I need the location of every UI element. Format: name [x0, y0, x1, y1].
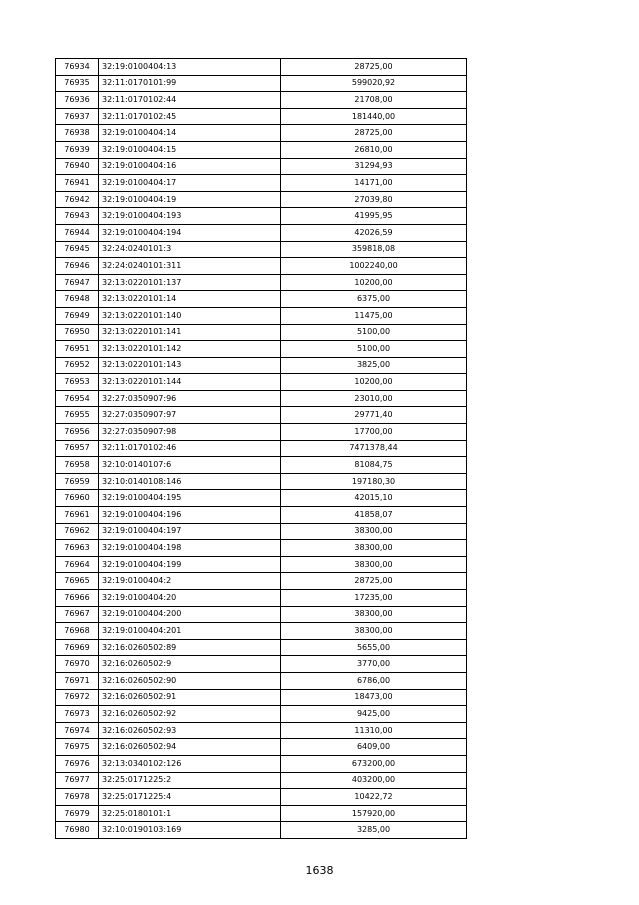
value-cell: 41858,07 [281, 507, 467, 524]
row-number-cell: 76944 [56, 224, 99, 241]
cadastral-number-cell: 32:19:0100404:13 [99, 59, 281, 76]
cadastral-number-cell: 32:13:0220101:142 [99, 341, 281, 358]
value-cell: 38300,00 [281, 606, 467, 623]
value-cell: 3770,00 [281, 656, 467, 673]
table-row [56, 92, 467, 109]
row-number-cell: 76936 [56, 92, 99, 109]
row-number-cell: 76945 [56, 241, 99, 258]
row-number-cell: 76953 [56, 374, 99, 391]
row-number-cell: 76962 [56, 523, 99, 540]
cadastral-number-cell: 32:11:0170102:44 [99, 92, 281, 109]
table-row [56, 191, 467, 208]
row-number-cell: 76950 [56, 324, 99, 341]
cadastral-number-cell: 32:11:0170101:99 [99, 75, 281, 92]
value-cell: 10422,72 [281, 789, 467, 806]
cadastral-number-cell: 32:13:0220101:140 [99, 307, 281, 324]
cadastral-number-cell: 32:19:0100404:19 [99, 191, 281, 208]
cadastral-number-cell: 32:19:0100404:196 [99, 507, 281, 524]
table-row [56, 722, 467, 739]
table-row [56, 108, 467, 125]
cadastral-number-cell: 32:10:0190103:169 [99, 822, 281, 839]
row-number-cell: 76976 [56, 755, 99, 772]
cadastral-number-cell: 32:19:0100404:193 [99, 208, 281, 225]
value-cell: 41995,95 [281, 208, 467, 225]
table-row [56, 241, 467, 258]
value-cell: 10200,00 [281, 274, 467, 291]
cadastral-number-cell: 32:27:0350907:98 [99, 424, 281, 441]
row-number-cell: 76979 [56, 805, 99, 822]
cadastral-value-table [55, 58, 467, 839]
cadastral-number-cell: 32:24:0240101:3 [99, 241, 281, 258]
row-number-cell: 76956 [56, 424, 99, 441]
cadastral-number-cell: 32:16:0260502:92 [99, 706, 281, 723]
table-row [56, 141, 467, 158]
table-row [56, 440, 467, 457]
table-body [56, 59, 467, 839]
table-row [56, 739, 467, 756]
row-number-cell: 76934 [56, 59, 99, 76]
value-cell: 42015,10 [281, 490, 467, 507]
cadastral-number-cell: 32:25:0171225:4 [99, 789, 281, 806]
row-number-cell: 76978 [56, 789, 99, 806]
cadastral-number-cell: 32:25:0180101:1 [99, 805, 281, 822]
cadastral-number-cell: 32:13:0340102:126 [99, 755, 281, 772]
row-number-cell: 76972 [56, 689, 99, 706]
row-number-cell: 76948 [56, 291, 99, 308]
value-cell: 9425,00 [281, 706, 467, 723]
row-number-cell: 76980 [56, 822, 99, 839]
table-row [56, 772, 467, 789]
table-row [56, 672, 467, 689]
row-number-cell: 76946 [56, 258, 99, 275]
table-row [56, 656, 467, 673]
cadastral-number-cell: 32:13:0220101:141 [99, 324, 281, 341]
value-cell: 6375,00 [281, 291, 467, 308]
value-cell: 11310,00 [281, 722, 467, 739]
row-number-cell: 76957 [56, 440, 99, 457]
table-row [56, 341, 467, 358]
value-cell: 7471378,44 [281, 440, 467, 457]
value-cell: 359818,08 [281, 241, 467, 258]
table-row [56, 573, 467, 590]
table-row [56, 324, 467, 341]
table-row [56, 224, 467, 241]
value-cell: 5655,00 [281, 639, 467, 656]
cadastral-number-cell: 32:13:0220101:143 [99, 357, 281, 374]
cadastral-number-cell: 32:19:0100404:2 [99, 573, 281, 590]
row-number-cell: 76937 [56, 108, 99, 125]
cadastral-number-cell: 32:19:0100404:200 [99, 606, 281, 623]
value-cell: 6409,00 [281, 739, 467, 756]
cadastral-number-cell: 32:16:0260502:9 [99, 656, 281, 673]
table-row [56, 473, 467, 490]
row-number-cell: 76970 [56, 656, 99, 673]
table-row [56, 158, 467, 175]
value-cell: 11475,00 [281, 307, 467, 324]
value-cell: 28725,00 [281, 125, 467, 142]
table-row [56, 390, 467, 407]
value-cell: 14171,00 [281, 175, 467, 192]
value-cell: 18473,00 [281, 689, 467, 706]
cadastral-number-cell: 32:27:0350907:96 [99, 390, 281, 407]
table-row [56, 125, 467, 142]
value-cell: 5100,00 [281, 341, 467, 358]
table-row [56, 59, 467, 76]
row-number-cell: 76958 [56, 457, 99, 474]
value-cell: 1002240,00 [281, 258, 467, 275]
cadastral-number-cell: 32:10:0140107:6 [99, 457, 281, 474]
table-row [56, 374, 467, 391]
table-row [56, 208, 467, 225]
table-row [56, 274, 467, 291]
row-number-cell: 76949 [56, 307, 99, 324]
value-cell: 17235,00 [281, 590, 467, 607]
cadastral-number-cell: 32:19:0100404:197 [99, 523, 281, 540]
cadastral-number-cell: 32:25:0171225:2 [99, 772, 281, 789]
row-number-cell: 76968 [56, 623, 99, 640]
cadastral-number-cell: 32:19:0100404:15 [99, 141, 281, 158]
value-cell: 81084,75 [281, 457, 467, 474]
cadastral-number-cell: 32:13:0220101:137 [99, 274, 281, 291]
value-cell: 31294,93 [281, 158, 467, 175]
value-cell: 28725,00 [281, 59, 467, 76]
cadastral-number-cell: 32:27:0350907:97 [99, 407, 281, 424]
value-cell: 29771,40 [281, 407, 467, 424]
cadastral-number-cell: 32:19:0100404:195 [99, 490, 281, 507]
table-row [56, 689, 467, 706]
table-row [56, 75, 467, 92]
value-cell: 27039,80 [281, 191, 467, 208]
row-number-cell: 76975 [56, 739, 99, 756]
cadastral-number-cell: 32:16:0260502:89 [99, 639, 281, 656]
value-cell: 38300,00 [281, 556, 467, 573]
row-number-cell: 76977 [56, 772, 99, 789]
table-row [56, 291, 467, 308]
cadastral-number-cell: 32:16:0260502:90 [99, 672, 281, 689]
value-cell: 197180,30 [281, 473, 467, 490]
value-cell: 599020,92 [281, 75, 467, 92]
cadastral-number-cell: 32:13:0220101:144 [99, 374, 281, 391]
row-number-cell: 76939 [56, 141, 99, 158]
value-cell: 673200,00 [281, 755, 467, 772]
value-cell: 17700,00 [281, 424, 467, 441]
table-row [56, 407, 467, 424]
row-number-cell: 76942 [56, 191, 99, 208]
table-row [56, 507, 467, 524]
value-cell: 3285,00 [281, 822, 467, 839]
cadastral-number-cell: 32:13:0220101:14 [99, 291, 281, 308]
value-cell: 28725,00 [281, 573, 467, 590]
row-number-cell: 76960 [56, 490, 99, 507]
cadastral-number-cell: 32:19:0100404:20 [99, 590, 281, 607]
row-number-cell: 76954 [56, 390, 99, 407]
cadastral-number-cell: 32:19:0100404:198 [99, 540, 281, 557]
table-row [56, 258, 467, 275]
table-row [56, 590, 467, 607]
cadastral-number-cell: 32:19:0100404:17 [99, 175, 281, 192]
table-row [56, 706, 467, 723]
cadastral-number-cell: 32:19:0100404:14 [99, 125, 281, 142]
cadastral-number-cell: 32:16:0260502:93 [99, 722, 281, 739]
value-cell: 6786,00 [281, 672, 467, 689]
cadastral-number-cell: 32:19:0100404:201 [99, 623, 281, 640]
cadastral-number-cell: 32:11:0170102:45 [99, 108, 281, 125]
value-cell: 42026,59 [281, 224, 467, 241]
row-number-cell: 76947 [56, 274, 99, 291]
row-number-cell: 76963 [56, 540, 99, 557]
row-number-cell: 76961 [56, 507, 99, 524]
value-cell: 21708,00 [281, 92, 467, 109]
row-number-cell: 76959 [56, 473, 99, 490]
table-row [56, 805, 467, 822]
row-number-cell: 76971 [56, 672, 99, 689]
cadastral-number-cell: 32:11:0170102:46 [99, 440, 281, 457]
cadastral-number-cell: 32:16:0260502:91 [99, 689, 281, 706]
cadastral-number-cell: 32:19:0100404:199 [99, 556, 281, 573]
value-cell: 38300,00 [281, 523, 467, 540]
cadastral-number-cell: 32:10:0140108:146 [99, 473, 281, 490]
table-row [56, 357, 467, 374]
row-number-cell: 76965 [56, 573, 99, 590]
row-number-cell: 76964 [56, 556, 99, 573]
row-number-cell: 76973 [56, 706, 99, 723]
value-cell: 23010,00 [281, 390, 467, 407]
table-row [56, 755, 467, 772]
row-number-cell: 76940 [56, 158, 99, 175]
row-number-cell: 76952 [56, 357, 99, 374]
row-number-cell: 76969 [56, 639, 99, 656]
table-row [56, 175, 467, 192]
row-number-cell: 76955 [56, 407, 99, 424]
table-row [56, 457, 467, 474]
row-number-cell: 76943 [56, 208, 99, 225]
value-cell: 26810,00 [281, 141, 467, 158]
table-row [56, 822, 467, 839]
row-number-cell: 76966 [56, 590, 99, 607]
page-number: 1638 [305, 864, 334, 877]
table-row [56, 540, 467, 557]
cadastral-number-cell: 32:24:0240101:311 [99, 258, 281, 275]
table-row [56, 623, 467, 640]
row-number-cell: 76941 [56, 175, 99, 192]
cadastral-number-cell: 32:16:0260502:94 [99, 739, 281, 756]
row-number-cell: 76938 [56, 125, 99, 142]
table-row [56, 789, 467, 806]
table-row [56, 556, 467, 573]
cadastral-number-cell: 32:19:0100404:16 [99, 158, 281, 175]
table-row [56, 424, 467, 441]
value-cell: 38300,00 [281, 623, 467, 640]
table-row [56, 490, 467, 507]
cadastral-number-cell: 32:19:0100404:194 [99, 224, 281, 241]
value-cell: 3825,00 [281, 357, 467, 374]
value-cell: 38300,00 [281, 540, 467, 557]
value-cell: 10200,00 [281, 374, 467, 391]
row-number-cell: 76951 [56, 341, 99, 358]
value-cell: 403200,00 [281, 772, 467, 789]
table-row [56, 606, 467, 623]
row-number-cell: 76967 [56, 606, 99, 623]
value-cell: 5100,00 [281, 324, 467, 341]
table-row [56, 523, 467, 540]
table-row [56, 639, 467, 656]
row-number-cell: 76935 [56, 75, 99, 92]
table-row [56, 307, 467, 324]
row-number-cell: 76974 [56, 722, 99, 739]
value-cell: 157920,00 [281, 805, 467, 822]
value-cell: 181440,00 [281, 108, 467, 125]
